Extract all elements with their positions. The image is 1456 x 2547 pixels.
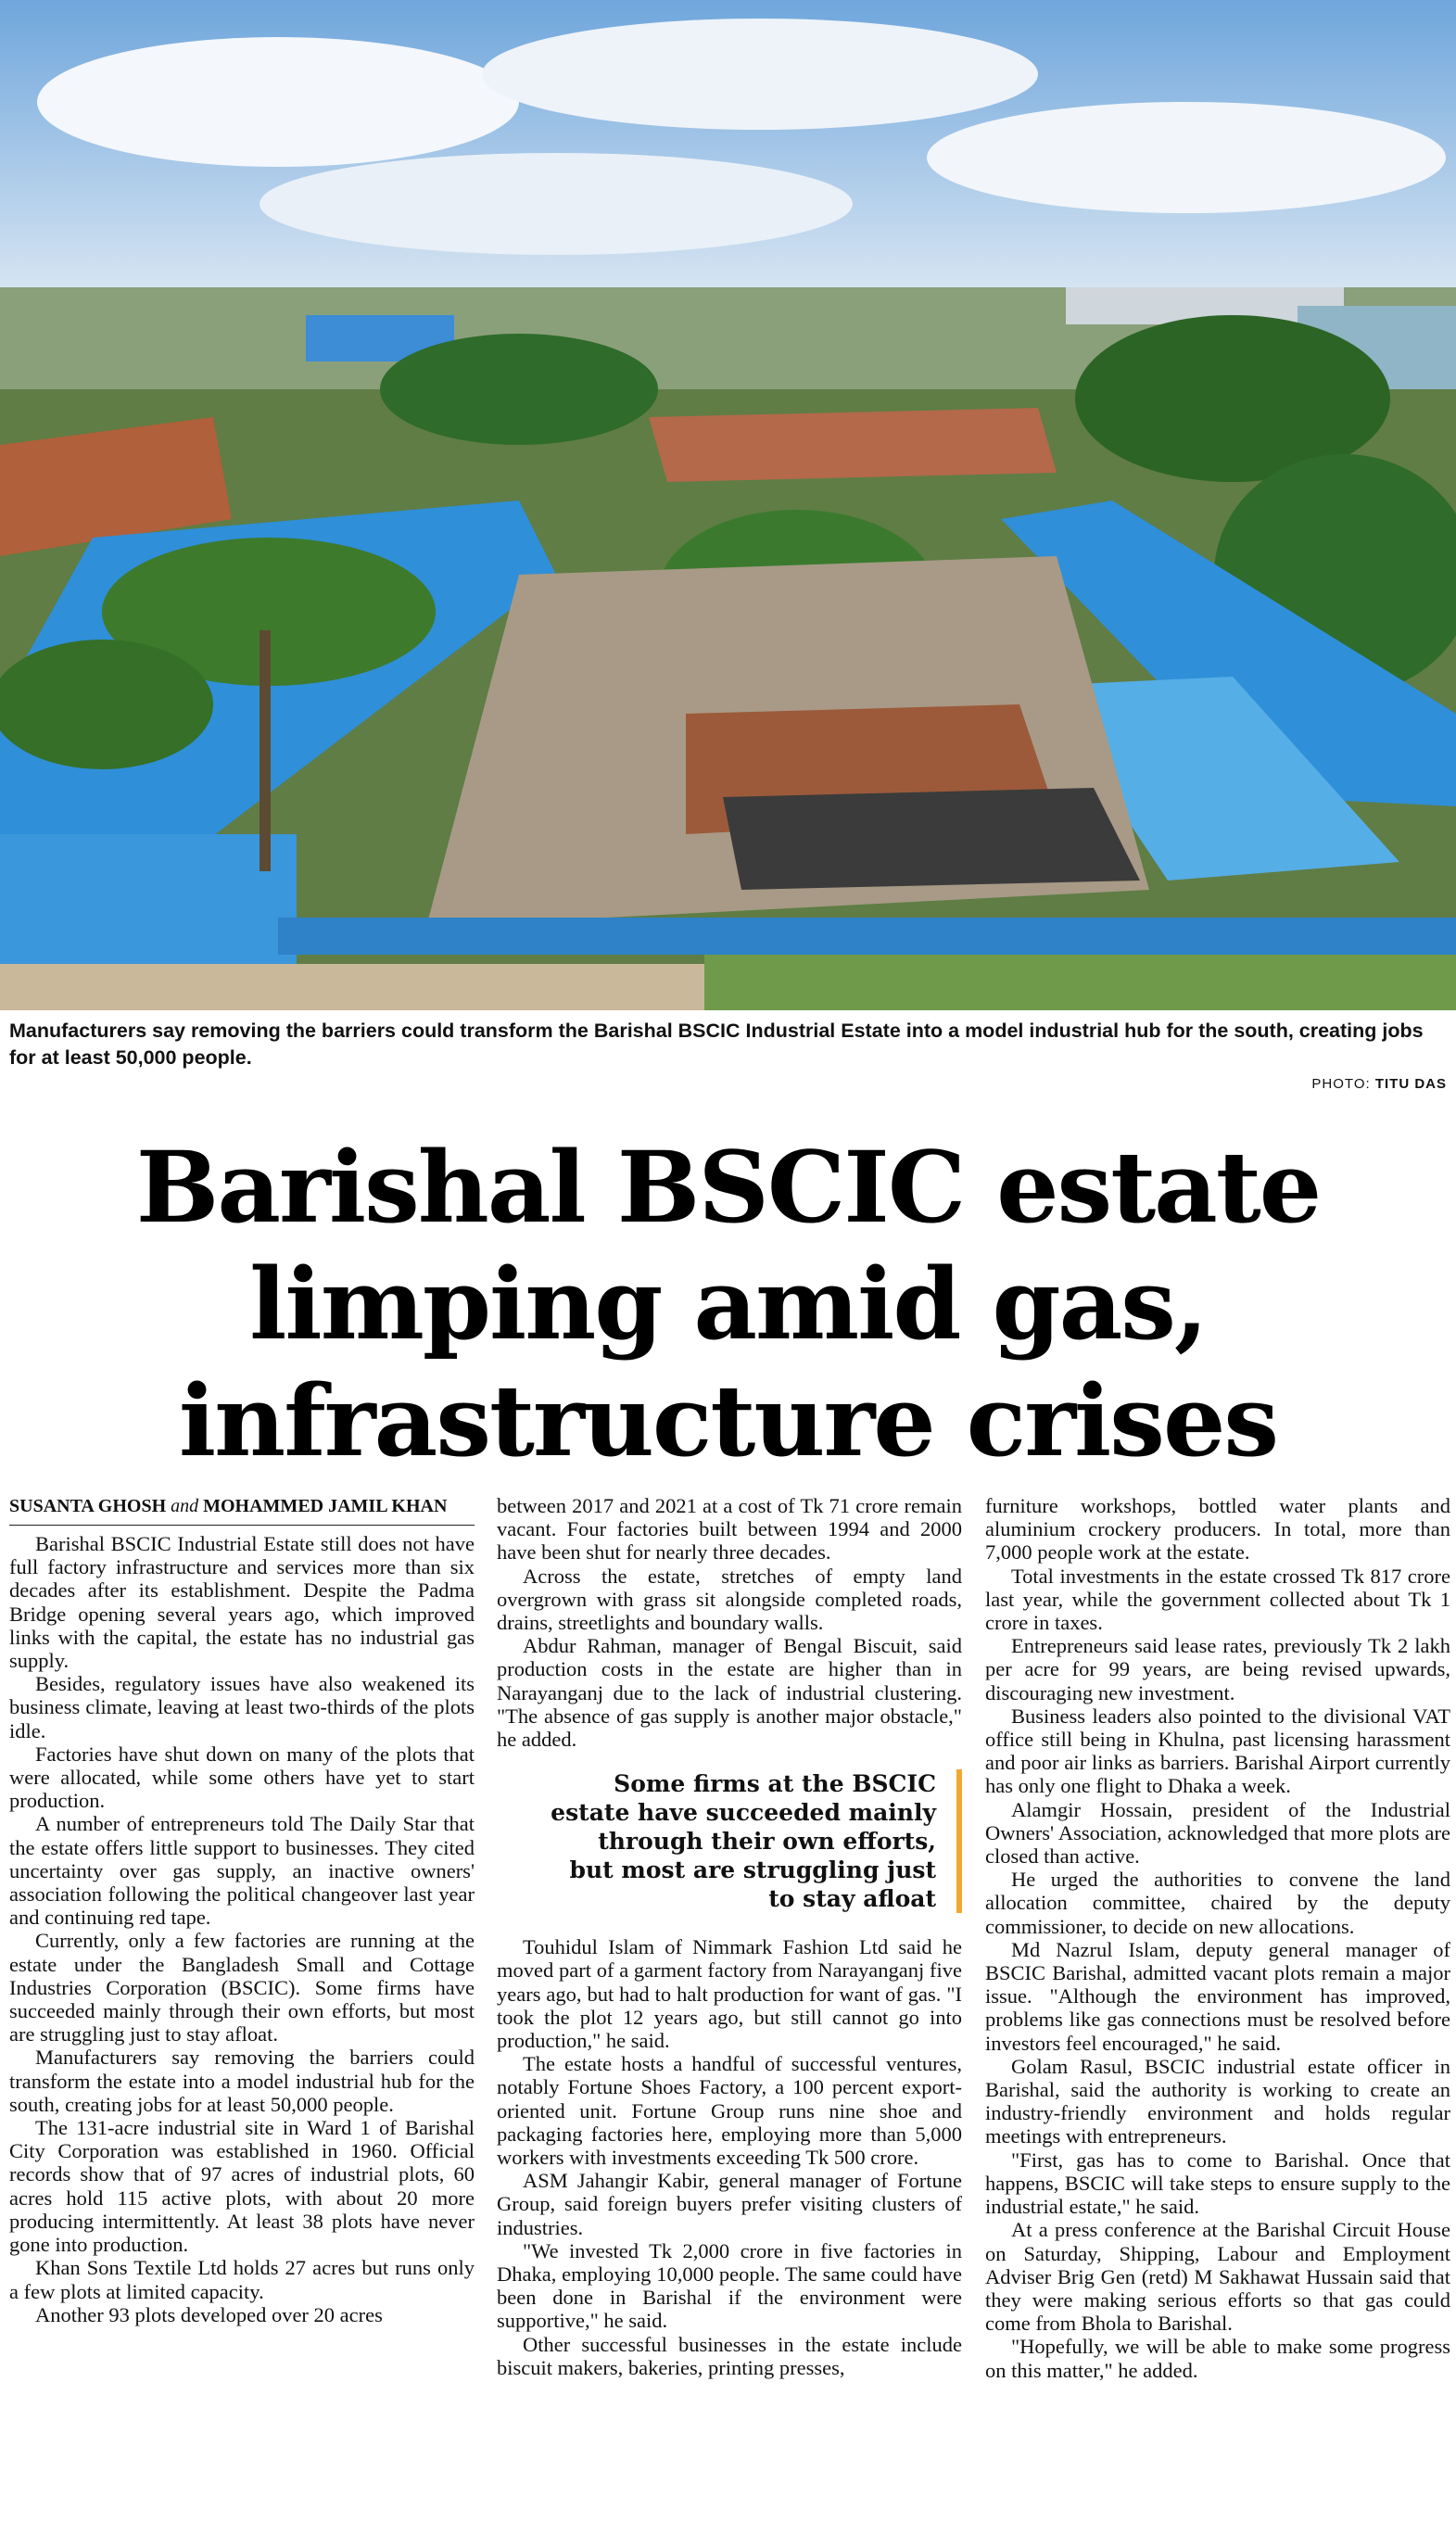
author: MOHAMMED JAMIL KHAN <box>203 1496 448 1516</box>
paragraph: Abdur Rahman, manager of Bengal Biscuit, said production costs in the estate are higher than in Narayanganj due to the lack of industrial clustering. "The absence of gas supply is another major obstacle," he added. <box>497 1634 962 1752</box>
paragraph: Md Nazrul Islam, deputy general manager of BSCIC Barishal, admitted vacant plots remain a major issue. "Although the environment has improved, problems like gas connections must be resolved before investors feel encouraged," he said. <box>985 1937 1450 2055</box>
paragraph: "Hopefully, we will be able to make some progress on this matter," he added. <box>985 2335 1450 2382</box>
paragraph: Touhidul Islam of Nimmark Fashion Ltd said he moved part of a garment factory from Narayanganj five years ago, but had to halt production for want of gas. "I took the plot 12 years ago, but still cannot go into production," he said. <box>497 1935 962 2053</box>
rust-roof <box>649 408 1057 482</box>
paragraph: ASM Jahangir Kabir, general manager of Fortune Group, said foreign buyers prefer visiting clusters of industries. <box>497 2169 962 2239</box>
paragraph: between 2017 and 2021 at a cost of Tk 71 crore remain vacant. Four factories built between 1994 and 2000 have been shut for nearly three decades. <box>497 1494 962 1565</box>
credit-name: TITU DAS <box>1374 1076 1447 1092</box>
article-column-1 <box>9 1494 475 2541</box>
paragraph: He urged the authorities to convene the land allocation committee, chaired by the deputy commissioner, to decide on new allocations. <box>985 1868 1450 1938</box>
byline <box>9 1494 475 1526</box>
headline-line: infrastructure crises <box>178 1362 1278 1478</box>
headline-line: limping amid gas, <box>249 1246 1207 1362</box>
cloud <box>260 153 853 255</box>
cloud <box>482 19 1038 130</box>
paragraph: "First, gas has to come to Barishal. Once that happens, BSCIC will take steps to ensure supply to the industrial estate," he said. <box>985 2148 1450 2219</box>
article-column-3 <box>985 1494 1450 2541</box>
paragraph: Factories have shut down on many of the plots that were allocated, while some others have yet to start production. <box>9 1742 475 1813</box>
blue-shed-left-front <box>0 834 297 982</box>
photo-credit <box>1311 1076 1447 1092</box>
paragraph: The 131-acre industrial site in Ward 1 of Barishal City Corporation was established in 1960. Official records show that of 97 acres of industrial plots, 60 acres hold 115 active plots, with about 20 more producing intermittently. At least 38 plots have never gone into production. <box>9 2116 475 2257</box>
paragraph: The estate hosts a handful of successful ventures, notably Fortune Shoes Factory, a 100 percent export-oriented unit. Fortune Group runs nine shoe and packaging factories here, employing more than 5,000 workers with investments exceeding Tk 500 crore. <box>497 2052 962 2170</box>
byline-joiner: and <box>171 1496 199 1516</box>
paragraph: Business leaders also pointed to the divisional VAT office still being in Khulna, past licensing harassment and poor air links as barriers. Barishal Airport currently has only one flight to Dhaka a week. <box>985 1704 1450 1798</box>
article-column-2 <box>497 1494 962 2541</box>
pull-quote <box>497 1769 962 1913</box>
paragraph: Manufacturers say removing the barriers could transform the estate into a model industrial hub for the south, creating jobs for at least 50,000 people. <box>9 2046 475 2116</box>
paragraph: Khan Sons Textile Ltd holds 27 acres but runs only a few plots at limited capacity. <box>9 2256 475 2303</box>
paragraph: At a press conference at the Barishal Circuit House on Saturday, Shipping, Labour and Employment Adviser Brig Gen (retd) M Sakhawat Hussain said that they were making serious efforts so that gas could come from Bhola to Barishal. <box>985 2218 1450 2336</box>
paragraph: Other successful businesses in the estate include biscuit makers, bakeries, printing presses, <box>497 2332 962 2379</box>
photo-caption: Manufacturers say removing the barriers could transform the Barishal BSCIC Industrial Estate into a model industrial hub for the south, creating jobs for at least 50,000 people. <box>9 1020 1424 1069</box>
palm-tree <box>0 640 213 769</box>
blue-wall <box>278 918 1456 955</box>
paragraph: Across the estate, stretches of empty land overgrown with grass sit alongside completed roads, drains, streetlights and boundary walls. <box>497 1564 962 1635</box>
paragraph: A number of entrepreneurs told The Daily Star that the estate offers little support to businesses. They cited uncertainty over gas supply, an inactive owners' association following the political changeover last year and continuing red tape. <box>9 1812 475 1930</box>
dark-tarp <box>723 788 1140 890</box>
palm-trunk <box>260 630 271 871</box>
cloud <box>927 102 1446 213</box>
paragraph: Total investments in the estate crossed Tk 817 crore last year, while the government collected about Tk 1 crore in taxes. <box>985 1564 1450 1635</box>
paragraph: "We invested Tk 2,000 crore in five factories in Dhaka, employing 10,000 people. The same could have been done in Barishal if the environment were supportive," he said. <box>497 2238 962 2333</box>
paragraph: furniture workshops, bottled water plants and aluminium crockery producers. In total, more than 7,000 people work at the estate. <box>985 1494 1450 1565</box>
cloud <box>37 37 519 167</box>
headline-line: Barishal BSCIC estate <box>135 1129 1321 1245</box>
paragraph: Currently, only a few factories are running at the estate under the Bangladesh Small and Cottage Industries Corporation (BSCIC). Some firms have succeeded mainly through their own efforts, but most are struggling just to stay afloat. <box>9 1929 475 2046</box>
paragraph: Another 93 plots developed over 20 acres <box>35 2302 383 2326</box>
tree-cluster <box>380 334 658 445</box>
paragraph: Besides, regulatory issues have also weakened its business climate, leaving at least two-thirds of the plots idle. <box>9 1672 475 1742</box>
aerial-photo <box>0 0 1456 1010</box>
foreground-grass <box>704 955 1456 1010</box>
paragraph: Barishal BSCIC Industrial Estate still does not have full factory infrastructure and services more than six decades after its establishment. Despite the Padma Bridge opening several years ago, which improved links with the capital, the estate has no industrial gas supply. <box>9 1532 475 1673</box>
paragraph: Golam Rasul, BSCIC industrial estate officer in Barishal, said the authority is working to create an industry-friendly environment and holds regular meetings with entrepreneurs. <box>985 2054 1450 2148</box>
author: SUSANTA GHOSH <box>9 1496 167 1516</box>
paragraph: Alamgir Hossain, president of the Industrial Owners' Association, acknowledged that more plots are closed than active. <box>985 1797 1450 1869</box>
foreground-ground <box>0 964 704 1010</box>
paragraph: Entrepreneurs said lease rates, previously Tk 2 lakh per acre for 99 years, are being revised upwards, discouraging new investment. <box>985 1634 1450 1704</box>
headline <box>0 1129 1456 1479</box>
credit-label: PHOTO: <box>1311 1076 1371 1092</box>
pull-quote-text: Some firms at the BSCIC estate have succeeded mainly through their own efforts, but most are struggling just to stay afloat <box>547 1769 962 1913</box>
